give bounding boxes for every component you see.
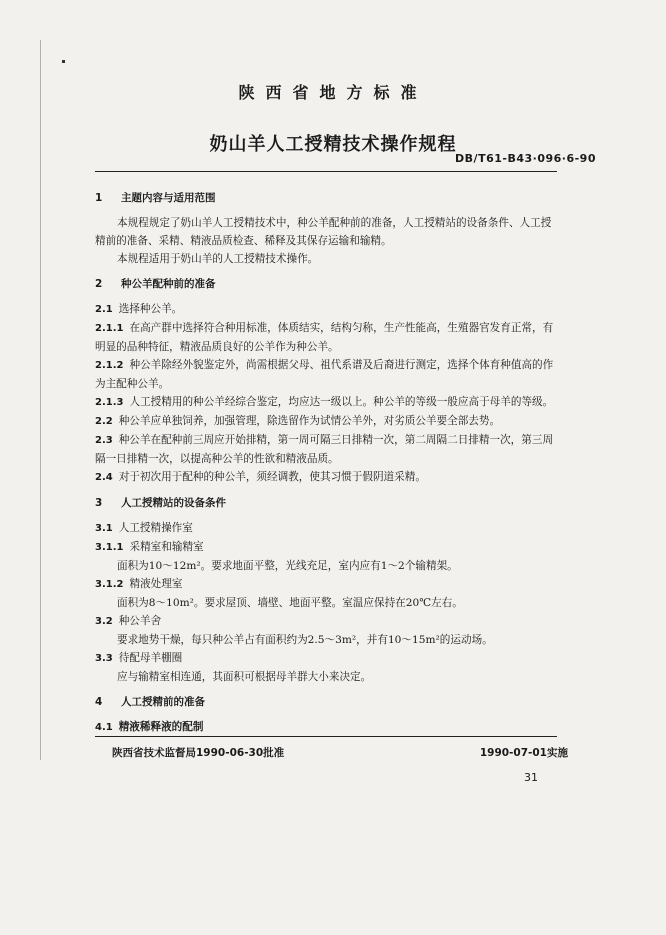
clause-text: 选择种公羊。 [118, 303, 183, 315]
implementation-date: 1990-07-01实施 [479, 747, 568, 759]
clause [95, 319, 557, 356]
scan-mark [62, 60, 65, 63]
clause [95, 393, 557, 412]
section-title: 主题内容与适用范围 [121, 192, 216, 204]
clause-number: 2.3 [95, 435, 113, 446]
clause-text: 在高产群中选择符合种用标准，体质结实，结构匀称，生产性能高，生殖器官发育正常，有明显的品种特征，精液品质良好的公羊作为种公羊。 [95, 322, 554, 353]
clause-detail: 面积为8～10m²。要求屋顶、墙壁、地面平整。室温应保持在20℃左右。 [117, 597, 463, 609]
clause-text: 采精室和输精室 [129, 541, 204, 553]
clause-number: 2.1.3 [95, 397, 124, 408]
section-title: 人工授精站的设备条件 [121, 497, 226, 509]
clause-number: 3.1.2 [95, 579, 124, 590]
standard-type-heading: 陕西省地方标准 [238, 83, 428, 102]
clause-number: 3.2 [95, 616, 113, 627]
section-number: 2 [95, 278, 103, 290]
clause-number: 2.1.1 [95, 323, 124, 334]
clause-text: 种公羊应单独饲养，加强管理，除选留作为试情公羊外，对劣质公羊要全部去势。 [118, 415, 501, 427]
clause [95, 300, 557, 319]
clause-number: 2.1.2 [95, 360, 124, 371]
clause [95, 538, 557, 557]
clause [95, 468, 557, 487]
section-number: 3 [95, 497, 103, 509]
clause-text: 种公羊在配种前三周应开始排精，第一周可隔三日排精一次，第二周隔二日排精一次，第三周隔一日排精一次，以提高种公羊的性欲和精液品质。 [95, 434, 554, 465]
clause-text: 对于初次用于配种的种公羊，须经调教，使其习惯于假阴道采精。 [118, 471, 426, 483]
clause [95, 412, 557, 431]
clause-number: 4.1 [95, 722, 113, 733]
section-number: 4 [95, 696, 103, 708]
clause-number: 2.4 [95, 472, 113, 483]
document-title: 奶山羊人工授精技术操作规程 [209, 134, 457, 155]
clause [95, 612, 557, 631]
section-heading [95, 494, 557, 512]
clause-text: 精液稀释液的配制 [118, 721, 204, 733]
clause-number: 3.1.1 [95, 542, 124, 553]
page-number: 31 [524, 771, 538, 784]
clause-number: 2.2 [95, 416, 113, 427]
clause-number: 2.1 [95, 304, 113, 315]
section-title: 人工授精前的准备 [121, 696, 205, 708]
clause-detail: 要求地势干燥，每只种公羊占有面积约为2.5～3m²，并有10～15m²的运动场。 [117, 634, 493, 646]
clause [95, 519, 557, 538]
clause-text: 待配母羊棚圈 [118, 652, 183, 664]
clause-detail: 应与输精室相连通，其面积可根据母羊群大小来决定。 [117, 671, 372, 683]
clause-text: 人工授精操作室 [118, 522, 193, 534]
clause-text: 人工授精用的种公羊经综合鉴定，均应达一级以上。种公羊的等级一般应高于母羊的等级。 [129, 396, 554, 408]
approval-line: 陕西省技术监督局1990-06-30批准 [112, 747, 285, 759]
paragraph: 本规程规定了奶山羊人工授精技术中，种公羊配种前的准备，人工授精站的设备条件、人工授精前的准备、采精、精液品质检查、稀释及其保存运输和输精。 [95, 217, 552, 247]
clause-text: 精液处理室 [129, 578, 183, 590]
clause [95, 575, 557, 594]
clause-text: 种公羊除经外貌鉴定外，尚需根据父母、祖代系谱及后裔进行测定，选择个体育种值高的作为主配种公羊。 [95, 359, 554, 390]
clause-number: 3.1 [95, 523, 113, 534]
clause [95, 649, 557, 668]
paragraph: 本规程适用于奶山羊的人工授精技术操作。 [117, 253, 319, 265]
clause [95, 718, 557, 737]
section-heading [95, 275, 557, 293]
clause [95, 356, 557, 393]
section-heading [95, 693, 557, 711]
standard-code: DB/T61-B43·096·6-90 [455, 152, 596, 165]
section-title: 种公羊配种前的准备 [121, 278, 216, 290]
document-body [95, 184, 557, 737]
clause-text: 种公羊舍 [118, 615, 162, 627]
top-rule [95, 171, 557, 172]
clause-detail: 面积为10～12m²。要求地面平整，光线充足，室内应有1～2个输精架。 [117, 560, 458, 572]
section-number: 1 [95, 192, 103, 204]
clause-number: 3.3 [95, 653, 113, 664]
clause [95, 431, 557, 468]
section-heading [95, 189, 557, 207]
footer-rule [95, 736, 557, 737]
